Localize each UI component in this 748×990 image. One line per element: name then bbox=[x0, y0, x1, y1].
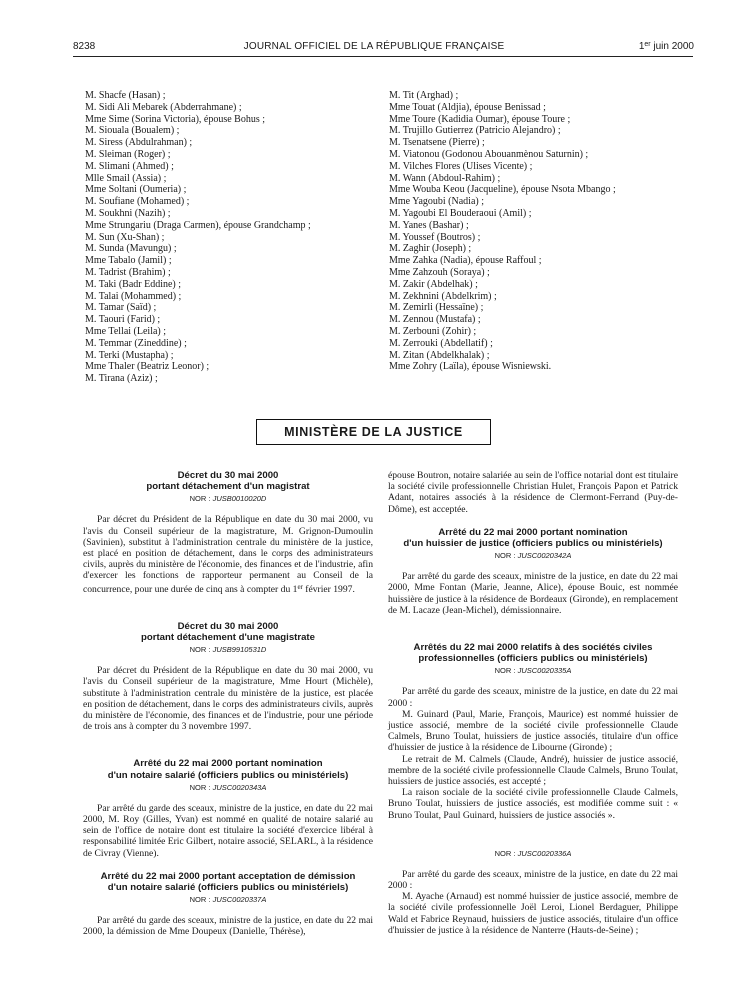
name-entry: M. Zaghir (Joseph) ; bbox=[389, 243, 472, 255]
section-title: Arrêtés du 22 mai 2000 relatifs à des sociétés civiles bbox=[413, 642, 653, 654]
name-entry: M. Siouala (Boualem) ; bbox=[85, 125, 180, 137]
section-title: Décret du 30 mai 2000 bbox=[177, 470, 279, 481]
name-entry: M. Zerbouni (Zohir) ; bbox=[389, 325, 477, 337]
name-entry: Mme Yagoubi (Nadia) ; bbox=[389, 196, 484, 208]
name-entry: M. Talai (Mohammed) ; bbox=[85, 290, 182, 302]
name-entry: Mme Tellai (Leila) ; bbox=[85, 325, 167, 337]
name-entry: M. Zekhnini (Abdelkrim) ; bbox=[389, 290, 497, 302]
name-entry: Mme Tabalo (Jamil) ; bbox=[85, 255, 172, 267]
name-entry: Mme Strungariu (Draga Carmen), épouse Grandchamp ; bbox=[85, 219, 311, 231]
name-entry: M. Soufiane (Mohamed) ; bbox=[85, 196, 190, 208]
name-entry: Mme Zohry (Laïla), épouse Wisniewski. bbox=[389, 361, 552, 373]
name-entry: M. Tamar (Saïd) ; bbox=[85, 302, 157, 314]
name-entry: M. Wann (Abdoul-Rahim) ; bbox=[389, 172, 501, 184]
section-body: M. Guinard (Paul, Marie, François, Maurice) est nommé huissier de justice associé, membre de la société civile professionnelle Claude Calmels, Bruno Toulat, huissiers de justice associés, titulaire d'un office d'huissier de justice à la résidence de Libourne (Gironde) ; bbox=[388, 708, 678, 754]
name-entry: M. Sun (Xu-Shan) ; bbox=[85, 231, 165, 243]
section-title: Arrêté du 22 mai 2000 portant nomination bbox=[438, 526, 628, 538]
section-title: professionnelles (officiers publics ou ministériels) bbox=[418, 653, 648, 665]
name-entry: M. Zennou (Mustafa) ; bbox=[389, 314, 481, 326]
name-entry: M. Soukhni (Nazih) ; bbox=[85, 207, 171, 219]
section-body: Par arrêté du garde des sceaux, ministre de la justice, en date du 22 mai 2000, Mme Fontan (Marie, Jeanne, Alice), épouse Bouic, est nommée huissière de justice à la résidence de Bordeaux (Gironde), en remplacement de M. Lacaze (Jean-Michel), démissionnaire. bbox=[388, 571, 678, 616]
section-title: Arrêté du 22 mai 2000 portant nomination bbox=[133, 758, 323, 770]
nor-reference: NOR : JUSB9910531D bbox=[189, 645, 267, 655]
header-rule bbox=[73, 56, 693, 57]
section-body: M. Ayache (Arnaud) est nommé huissier de justice associé, membre de la société civile professionnelle Joël Leroi, Lionel Berdaguer, Philippe Wald et Fabrice Reynaud, huissiers de justice associés, titulaire d'un office d'huissier de justice à la résidence de Nanterre (Hauts-de-Seine) ; bbox=[388, 891, 678, 936]
name-entry: M. Trujillo Gutierrez (Patricio Alejandro) ; bbox=[389, 125, 561, 137]
section-body: Par décret du Président de la République en date du 30 mai 2000, vu l'avis du Conseil supérieur de la magistrature, Mme Hourt (Michèle), substitute à l'administration centrale du ministère de la justice, est placée en position de détachement, dans le corps des administrateurs civils, auprès du ministère de l'économie, des finances et de l'industrie, pour une période de trois ans à compter du 3 novembre 1997. bbox=[83, 665, 373, 733]
name-entry: Mme Toure (Kadidia Oumar), épouse Toure ; bbox=[389, 113, 571, 125]
name-entry: M. Temmar (Zineddine) ; bbox=[85, 337, 187, 349]
name-entry: M. Zakir (Abdelhak) ; bbox=[389, 278, 478, 290]
name-entry: M. Taouri (Farid) ; bbox=[85, 314, 161, 326]
section-body: Par arrêté du garde des sceaux, ministre de la justice, en date du 22 mai 2000, la démission de Mme Doupeux (Danielle, Thérèse), bbox=[83, 915, 373, 938]
journal-title: JOURNAL OFFICIEL DE LA RÉPUBLIQUE FRANÇAISE bbox=[243, 41, 505, 52]
page-header bbox=[0, 0, 748, 58]
left-column bbox=[83, 470, 373, 938]
name-entry: M. Taki (Badr Eddine) ; bbox=[85, 278, 182, 290]
section-title: d'un notaire salarié (officiers publics ou ministériels) bbox=[107, 882, 349, 894]
section-title: d'un notaire salarié (officiers publics ou ministériels) bbox=[107, 769, 349, 781]
nor-reference: NOR : JUSB0010020D bbox=[189, 494, 267, 504]
name-entry: M. Sunda (Mavungu) ; bbox=[85, 243, 177, 255]
name-entry: M. Sidi Ali Mebarek (Abderrahmane) ; bbox=[85, 101, 242, 113]
right-column bbox=[388, 470, 678, 936]
name-entry: Mme Thaler (Beatriz Leonor) ; bbox=[85, 361, 210, 373]
section-body: Le retrait de M. Calmels (Claude, André), huissier de justice associé, membre de la société civile professionnelle Claude Calmels, Bruno Toulat, huissiers de justice associés, est accepté ; bbox=[388, 753, 678, 788]
name-entry: Mme Zahzouh (Soraya) ; bbox=[389, 266, 490, 278]
section-title: portant détachement d'un magistrat bbox=[146, 481, 310, 493]
section-body: Par arrêté du garde des sceaux, ministre de la justice, en date du 22 mai 2000 : bbox=[388, 868, 678, 892]
name-entry: M. Zerrouki (Abdellatif) ; bbox=[389, 337, 493, 349]
section-title: portant détachement d'une magistrate bbox=[141, 632, 315, 644]
section-title: d'un huissier de justice (officiers publics ou ministériels) bbox=[403, 538, 663, 550]
name-entry: Mme Soltani (Oumeria) ; bbox=[85, 184, 187, 196]
names-list-left bbox=[85, 90, 311, 385]
name-entry: M. Yagoubi El Bouderaoui (Amil) ; bbox=[389, 207, 532, 219]
section-body: Par arrêté du garde des sceaux, ministre de la justice, en date du 22 mai 2000 : bbox=[388, 686, 678, 709]
name-entry: Mme Wouba Keou (Jacqueline), épouse Nsota Mbango ; bbox=[389, 184, 616, 196]
page-number: 8238 bbox=[73, 41, 96, 52]
name-entry: Mlle Smail (Assia) ; bbox=[85, 172, 167, 184]
section-body: Par arrêté du garde des sceaux, ministre de la justice, en date du 22 mai 2000, M. Roy (Gilles, Yvan) est nommé en qualité de notaire salarié au sein de l'office de notaire dont est titulaire la société d'exercice libéral à responsabilité limitée Eric Gilbert, notaire associé, SELARL, à la résidence de Civray (Vienne). bbox=[83, 802, 373, 859]
section-body: Par décret du Président de la République en date du 30 mai 2000, vu l'avis du Conseil supérieur de la magistrature, M. Grignon-Dumoulin (Savinien), substitut à l'administration centrale du ministère de la justice, est placé en position de détachement, dans le corps des administrateurs civils, auprès du ministère de l'économie, des finances et de l'industrie, afin d'exercer les fonctions de rapporteur permanent au Conseil de la concurrence, pour une durée de cinq ans à compter du 1er février 1997. bbox=[83, 514, 373, 595]
name-entry: M. Tit (Arghad) ; bbox=[389, 90, 459, 101]
section-title: Décret du 30 mai 2000 bbox=[177, 620, 279, 632]
name-entry: M. Zemirli (Hessaïne) ; bbox=[389, 302, 484, 314]
names-list-right bbox=[389, 90, 616, 373]
nor-reference: NOR : JUSC0020336A bbox=[494, 848, 572, 858]
name-entry: M. Vilches Flores (Ulises Vicente) ; bbox=[389, 160, 533, 172]
name-entry: Mme Zahka (Nadia), épouse Raffoul ; bbox=[389, 255, 542, 267]
name-entry: M. Siress (Abdulrahman) ; bbox=[85, 137, 193, 149]
name-entry: M. Tirana (Aziz) ; bbox=[85, 373, 158, 385]
name-entry: M. Terki (Mustapha) ; bbox=[85, 349, 174, 361]
ministry-heading: MINISTÈRE DE LA JUSTICE bbox=[256, 419, 491, 445]
section-body: épouse Boutron, notaire salariée au sein de l'office notarial dont est titulaire la société civile professionnelle Christian Hulet, François Papon et Patrick Adant, notaires associés à la résidence de Clermont-Ferrand (Puy-de-Dôme), est acceptée. bbox=[388, 470, 678, 515]
nor-reference: NOR : JUSC0020337A bbox=[189, 895, 267, 905]
name-entry: M. Shacfe (Hasan) ; bbox=[85, 90, 166, 101]
name-entry: M. Viatonou (Godonou Abouanmènou Saturnin) ; bbox=[389, 148, 589, 160]
nor-reference: NOR : JUSC0020335A bbox=[494, 666, 572, 676]
name-entry: M. Tsenatsene (Pierre) ; bbox=[389, 137, 485, 149]
name-entry: M. Tadrist (Brahim) ; bbox=[85, 266, 171, 278]
name-entry: M. Slimani (Ahmed) ; bbox=[85, 160, 174, 172]
name-entry: M. Youssef (Boutros) ; bbox=[389, 231, 481, 243]
name-entry: M. Zitan (Abdelkhalak) ; bbox=[389, 349, 490, 361]
nor-reference: NOR : JUSC0020342A bbox=[494, 551, 572, 561]
issue-date: 1er juin 2000 bbox=[638, 41, 694, 52]
name-entry: M. Yanes (Bashar) ; bbox=[389, 219, 469, 231]
nor-reference: NOR : JUSC0020343A bbox=[189, 782, 267, 792]
name-entry: Mme Touat (Aldjia), épouse Benissad ; bbox=[389, 101, 546, 113]
name-entry: M. Sleiman (Roger) ; bbox=[85, 148, 171, 160]
name-entry: Mme Sime (Sorina Victoria), épouse Bohus ; bbox=[85, 113, 266, 125]
section-title: Arrêté du 22 mai 2000 portant acceptation de démission bbox=[100, 870, 356, 882]
section-body: La raison sociale de la société civile professionnelle Claude Calmels, Bruno Toulat, huissiers de justice associés, est modifiée comme suit : « Bruno Toulat, Paul Guinard, huissiers de justice associés ». bbox=[388, 787, 678, 821]
